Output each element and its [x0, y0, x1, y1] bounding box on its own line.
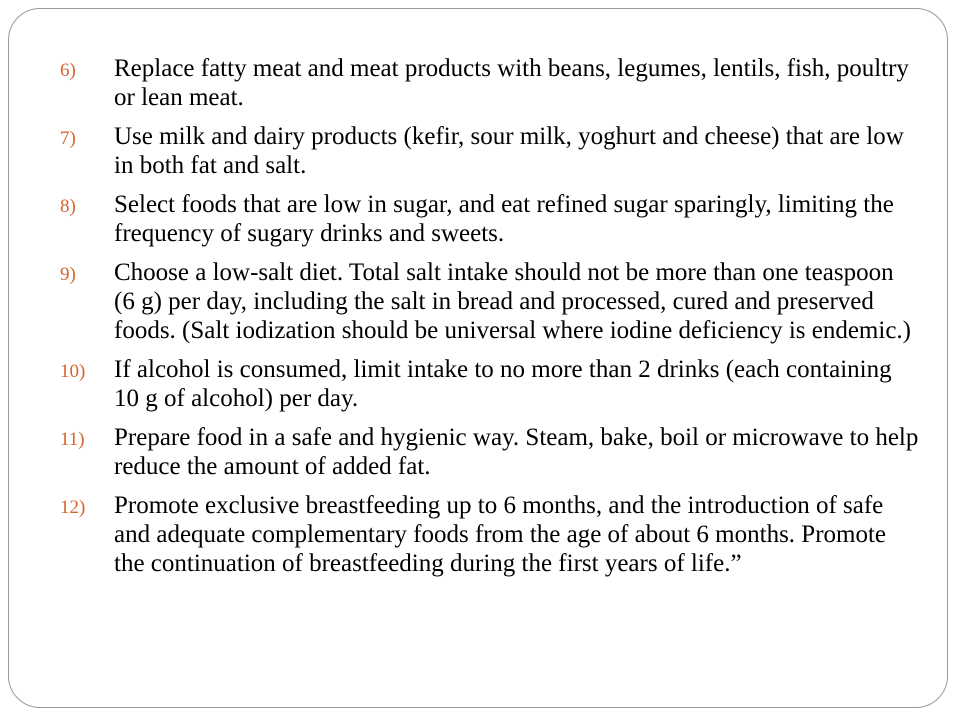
- item-number: 10): [60, 361, 86, 382]
- list-item: [60, 423, 920, 481]
- guideline-list: [60, 54, 920, 588]
- list-item: [60, 491, 920, 578]
- item-number: 7): [60, 128, 76, 149]
- item-text: If alcohol is consumed, limit intake to no more than 2 drinks (each containing 10 g of alcohol) per day.: [114, 356, 892, 412]
- list-item: [60, 122, 920, 180]
- item-text: Promote exclusive breastfeeding up to 6 months, and the introduction of safe and adequate complementary foods from the age of about 6 months. Promote the continuation of breastfeeding during the first years of life.”: [114, 492, 887, 577]
- item-number: 11): [60, 429, 85, 450]
- item-text: Replace fatty meat and meat products with beans, legumes, lentils, fish, poultry or lean meat.: [114, 55, 909, 111]
- item-text: Choose a low-salt diet. Total salt intake should not be more than one teaspoon (6 g) per day, including the salt in bread and processed, cured and preserved foods. (Salt iodization should be universal where iodine deficiency is endemic.): [114, 259, 911, 344]
- list-item: [60, 355, 920, 413]
- list-item: [60, 54, 920, 112]
- list-item: [60, 190, 920, 248]
- list-item: [60, 258, 920, 345]
- item-text: Select foods that are low in sugar, and eat refined sugar sparingly, limiting the frequency of sugary drinks and sweets.: [114, 191, 894, 247]
- item-text: Prepare food in a safe and hygienic way. Steam, bake, boil or microwave to help reduce the amount of added fat.: [114, 424, 919, 480]
- item-number: 6): [60, 60, 76, 81]
- item-number: 9): [60, 264, 76, 285]
- item-text: Use milk and dairy products (kefir, sour milk, yoghurt and cheese) that are low in both fat and salt.: [114, 123, 904, 179]
- item-number: 8): [60, 196, 76, 217]
- item-number: 12): [60, 497, 86, 518]
